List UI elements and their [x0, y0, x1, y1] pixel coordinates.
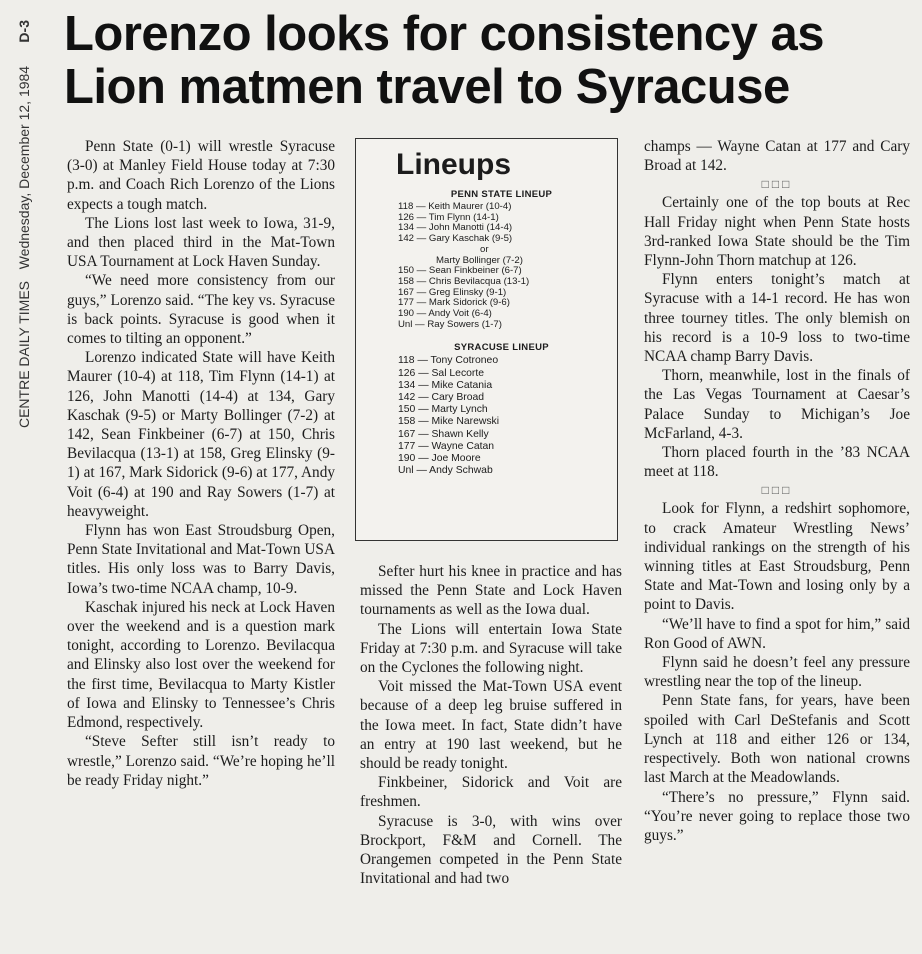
- list-item: 134 — Mike Catania: [398, 379, 493, 391]
- headline-line-2: Lion matmen travel to Syracuse: [64, 60, 790, 114]
- paragraph: Kaschak injured his neck at Lock Haven over the weekend and is a question mark tonight, according to Lorenzo. Bevilacqua and Elinsky also lost over the weekend for the first time, Bevilacqua to Marty Kistler of Iowa and Elinsky to Tennessee’s Chris Edmond, respectively.: [67, 598, 335, 732]
- list-item: 190 — Joe Moore: [398, 453, 481, 465]
- paragraph: “Steve Sefter still isn’t ready to wrestle,” Lorenzo said. “We’re hoping he’ll be ready Friday night.”: [67, 733, 335, 789]
- section-separator: □□□: [761, 177, 793, 192]
- list-item: 126 — Sal Lecorte: [398, 367, 485, 379]
- paragraph: Thorn placed fourth in the ’83 NCAA meet at 118.: [644, 444, 910, 481]
- page-sidebar: [8, 20, 42, 520]
- paragraph: Lorenzo indicated State will have Keith Maurer (10-4) at 118, Tim Flynn (14-1) at 126, John Manotti (14-4) at 134, Gary Kaschak (9-5) or Marty Bollinger (7-2) at 142, Sean Finkbeiner (6-7) at 150, Chris Bevilacqua (13-1) at 158, Greg Elinsky (9-1) at 167, Mark Sidorick (9-6) at 177, Andy Voit (6-4) at 190 and Ray Sowers (1-7) at heavyweight.: [67, 349, 335, 520]
- list-item: Unl — Andy Schwab: [398, 465, 493, 477]
- list-item: 126 — Tim Flynn (14-1): [398, 211, 499, 223]
- list-item: 167 — Greg Elinsky (9-1): [398, 286, 507, 298]
- paragraph: Sefter hurt his knee in practice and has missed the Penn State and Lock Haven tournaments as well as the Iowa dual.: [360, 563, 622, 619]
- paragraph: Thorn, meanwhile, lost in the finals of the Las Vegas Tournament at Caesar’s Palace Sunday to Michigan’s Joe McFarland, 4-3.: [644, 367, 910, 442]
- article-column-2: [360, 562, 622, 888]
- list-item: 142 — Gary Kaschak (9-5): [398, 233, 513, 245]
- paragraph: The Lions lost last week to Iowa, 31-9, and then placed third in the Mat-Town USA Tournament at Lock Haven Sunday.: [67, 214, 335, 271]
- headline: [64, 8, 914, 114]
- penn-state-lineup-heading: PENN STATE LINEUP: [450, 189, 553, 200]
- issue-date: Wednesday, December 12, 1984: [16, 65, 32, 270]
- list-item: 118 — Keith Maurer (10-4): [398, 201, 512, 212]
- paragraph: “We’ll have to find a spot for him,” said Ron Good of AWN.: [644, 615, 910, 652]
- paragraph: Flynn has won East Stroudsburg Open, Penn State Invitational and Mat-Town USA titles. His only loss was to Barry Davis, Iowa’s two-time NCAA champ, 10-9.: [67, 522, 335, 597]
- paragraph: Flynn said he doesn’t feel any pressure wrestling near the top of the lineup.: [644, 654, 910, 691]
- list-item: 118 — Tony Cotroneo: [398, 355, 499, 367]
- paragraph: The Lions will entertain Iowa State Friday at 7:30 p.m. and Syracuse will take on the Cyclones the following night.: [360, 620, 622, 677]
- list-item: 177 — Wayne Catan: [398, 440, 495, 452]
- list-item: 142 — Cary Broad: [398, 392, 485, 404]
- paragraph: champs — Wayne Catan at 177 and Cary Broad at 142.: [644, 138, 910, 175]
- paper-name: CENTRE DAILY TIMES: [16, 280, 32, 429]
- paragraph: Voit missed the Mat-Town USA event because of a deep leg bruise suffered in the Iowa meet. In fact, State didn’t have an entry at 190 last weekend, but he should be ready tonight.: [360, 678, 622, 773]
- list-item: 150 — Sean Finkbeiner (6-7): [398, 265, 522, 277]
- list-item: 150 — Marty Lynch: [398, 404, 488, 416]
- paragraph: Penn State (0-1) will wrestle Syracuse (3-0) at Manley Field House today at 7:30 p.m. and Coach Rich Lorenzo of the Lions expects a tough match.: [67, 138, 335, 213]
- sidebar-text: [16, 20, 32, 520]
- paragraph: Certainly one of the top bouts at Rec Hall Friday night when Penn State hosts 3rd-ranked Iowa State should be the Tim Flynn-John Thorn matchup at 126.: [644, 194, 910, 270]
- list-item: Unl — Ray Sowers (1-7): [398, 318, 502, 330]
- paragraph: Finkbeiner, Sidorick and Voit are freshmen.: [360, 774, 622, 811]
- list-item: 177 — Mark Sidorick (9-6): [398, 297, 510, 309]
- paragraph: Flynn enters tonight’s match at Syracuse with a 14-1 record. He has won three tourney titles. The only blemish on his record is a 10-9 loss to two-time NCAA champ Barry Davis.: [644, 271, 910, 366]
- penn-state-lineup: [356, 202, 617, 330]
- headline-line-1: Lorenzo looks for consistency as: [64, 7, 825, 61]
- syracuse-lineup-heading: SYRACUSE LINEUP: [454, 342, 549, 354]
- list-item: 158 — Mike Narewski: [398, 416, 500, 428]
- list-item: or: [480, 243, 489, 255]
- section-separator: □□□: [761, 483, 793, 498]
- lineups-box: [355, 138, 618, 541]
- list-item: 167 — Shawn Kelly: [398, 428, 489, 440]
- paragraph: Syracuse is 3-0, with wins over Brockport, F&M and Cornell. The Orangemen competed in the Penn State Invitational and had two: [360, 812, 622, 888]
- lineups-title: Lineups: [396, 148, 512, 181]
- paragraph: Penn State fans, for years, have been spoiled with Carl DeStefanis and Scott Lynch at 118 and either 126 or 134, respectively. Both won national crowns last March at the Meadowlands.: [644, 692, 910, 787]
- list-item: 158 — Chris Bevilacqua (13-1): [398, 275, 530, 287]
- list-item: 134 — John Manotti (14-4): [398, 222, 513, 234]
- article-column-1: [67, 137, 335, 790]
- syracuse-lineup: [356, 355, 617, 477]
- paragraph: “There’s no pressure,” Flynn said. “You’re never going to replace those two guys.”: [644, 788, 910, 844]
- paragraph: Look for Flynn, a redshirt sophomore, to crack Amateur Wrestling News’ individual rankings on the strength of his winning titles at East Stroudsburg, Penn State and Mat-Town and losing only by a point to Davis.: [644, 500, 910, 614]
- page-ref: D-3: [16, 20, 32, 43]
- list-item: Marty Bollinger (7-2): [436, 254, 523, 266]
- paragraph: “We need more consistency from our guys,” Lorenzo said. “The key vs. Syracuse is back points. Syracuse is good when it comes to tilting an opponent.”: [67, 272, 335, 348]
- list-item: 190 — Andy Voit (6-4): [398, 308, 492, 320]
- article-column-3: [644, 137, 910, 845]
